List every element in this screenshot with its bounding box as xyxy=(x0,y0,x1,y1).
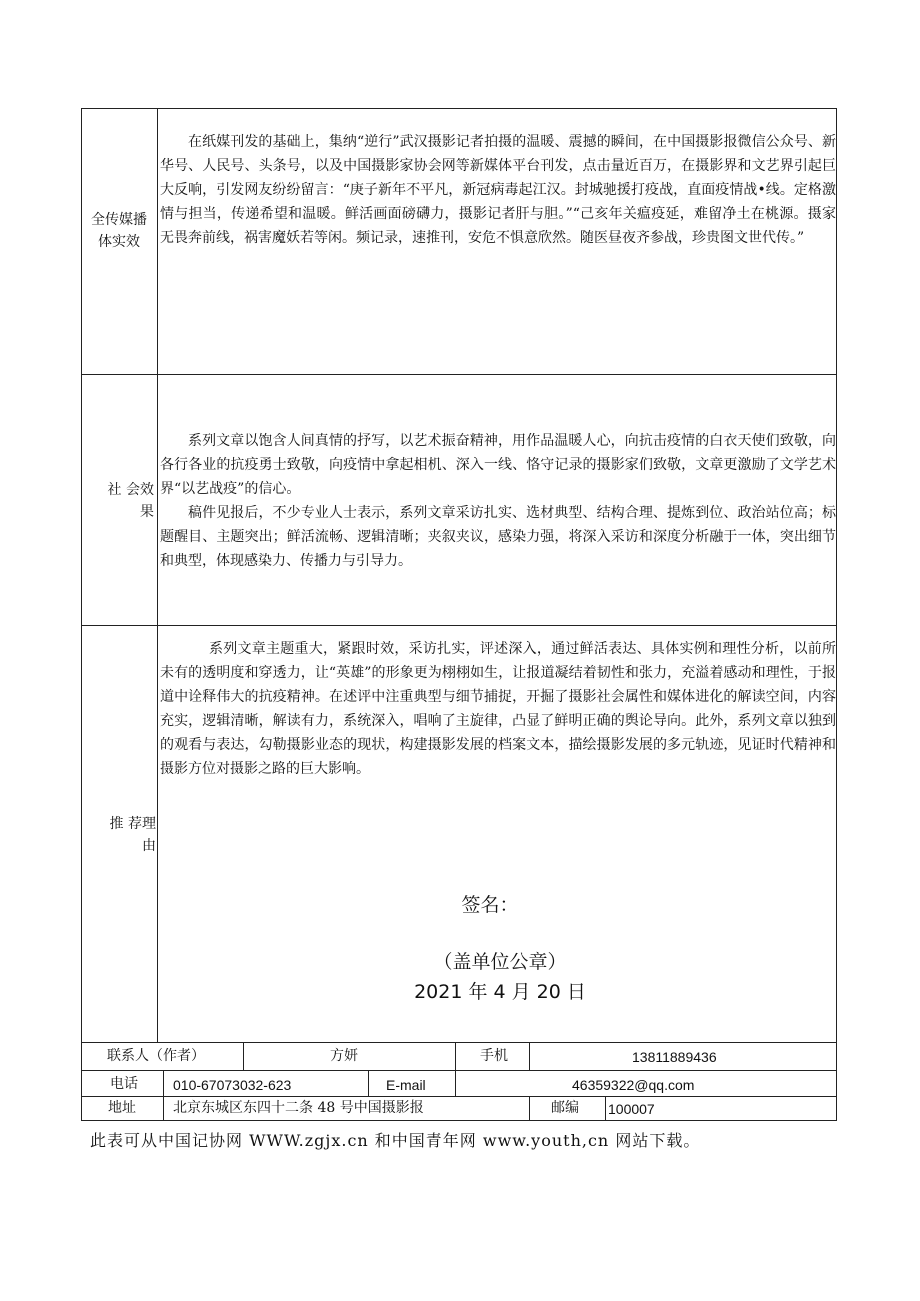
cell-divider xyxy=(455,1042,456,1070)
address-label: 地址 xyxy=(108,1100,136,1116)
social-effect-paragraph: 系列文章以饱含人间真情的抒写，以艺术振奋精神，用作品温暖人心，向抗击疫情的白衣天使们致敬，向各行各业的抗疫勇士致敬，向疫情中拿起相机、深入一线、恪守记录的摄影家们致敬，文章更激励了文学艺术界“以艺战疫”的信心。 xyxy=(160,433,836,497)
email-label: E-mail xyxy=(386,1077,426,1093)
mobile-value: 13811889436 xyxy=(632,1049,717,1065)
media-effect-label: 全传媒播体实效 xyxy=(91,212,147,250)
seal-note: （盖单位公章） xyxy=(433,951,567,973)
row-divider xyxy=(81,374,837,375)
label-column-divider xyxy=(157,108,158,1042)
cell-divider xyxy=(455,1070,456,1096)
postcode-label: 邮编 xyxy=(551,1100,579,1116)
cell-divider xyxy=(529,1096,530,1121)
address-value: 北京东城区东四十二条 48 号中国摄影报 xyxy=(173,1100,424,1116)
cell-divider xyxy=(368,1070,369,1096)
download-note: 此表可从中国记协网 WWW.zgjx.cn 和中国青年网 www.youth,cn 网站下载。 xyxy=(90,1131,701,1150)
contact-person-label: 联系人（作者） xyxy=(107,1048,205,1064)
contact-person-value: 方妍 xyxy=(330,1048,358,1064)
row-divider xyxy=(81,1042,837,1043)
recommend-label: 推 荐理由 xyxy=(109,816,156,854)
cell-divider xyxy=(529,1042,530,1070)
postcode-value: 100007 xyxy=(608,1101,655,1117)
social-effect-paragraph: 稿件见报后，不少专业人士表示，系列文章采访扎实、选材典型、结构合理、提炼到位、政治站位高；标题醒目、主题突出；鲜活流畅、逻辑清晰；夹叙夹议，感染力强，将深入采访和深度分析融于一体，突出细节和典型，体现感染力、传播力与引导力。 xyxy=(160,505,836,569)
phone-value: 010-67073032-623 xyxy=(173,1077,292,1093)
social-effect-label: 社 会效果 xyxy=(107,482,154,520)
sign-date: 2021 年 4 月 20 日 xyxy=(414,981,586,1003)
cell-divider xyxy=(605,1096,606,1121)
cell-divider xyxy=(163,1070,164,1121)
email-value: 46359322@qq.com xyxy=(572,1077,695,1093)
row-divider xyxy=(81,1096,837,1097)
signature-label: 签名： xyxy=(461,894,519,916)
row-divider xyxy=(81,1070,837,1071)
media-effect-paragraph: 在纸媒刊发的基础上，集纳“逆行”武汉摄影记者拍摄的温暖、震撼的瞬间，在中国摄影报微信公众号、新华号、人民号、头条号，以及中国摄影家协会网等新媒体平台刊发，点击量近百万，在摄影界和文艺界引起巨大反响，引发网友纷纷留言：“庚子新年不平凡，新冠病毒起江汉。封城驰援打疫战，直面疫情战•线。定格激情与担当，传递希望和温暖。鲜活画面磅礴力，摄影记者肝与胆。”“己亥年关瘟疫延，难留净土在桃源。摄家无畏奔前线，祸害魔妖若等闲。频记录，速推刊，安危不惧意欣然。随医昼夜齐参战，珍贵图文世代传。” xyxy=(160,134,836,246)
row-divider xyxy=(81,625,837,626)
phone-label: 电话 xyxy=(110,1076,138,1092)
mobile-label: 手机 xyxy=(480,1048,508,1064)
cell-divider xyxy=(243,1042,244,1070)
recommend-paragraph: 系列文章主题重大，紧跟时效，采访扎实，评述深入，通过鲜活表达、具体实例和理性分析，以前所未有的透明度和穿透力，让“英雄”的形象更为栩栩如生，让报道凝结着韧性和张力，充溢着感动和理性，于报道中诠释伟大的抗疫精神。在述评中注重典型与细节捕捉，开掘了摄影社会属性和媒体进化的解读空间，内容充实，逻辑清晰，解读有力，系统深入，唱响了主旋律，凸显了鲜明正确的舆论导向。此外，系列文章以独到的观看与表达，勾勒摄影业态的现状，构建摄影发展的档案文本，描绘摄影发展的多元轨迹，见证时代精神和摄影方位对摄影之路的巨大影响。 xyxy=(160,641,836,777)
